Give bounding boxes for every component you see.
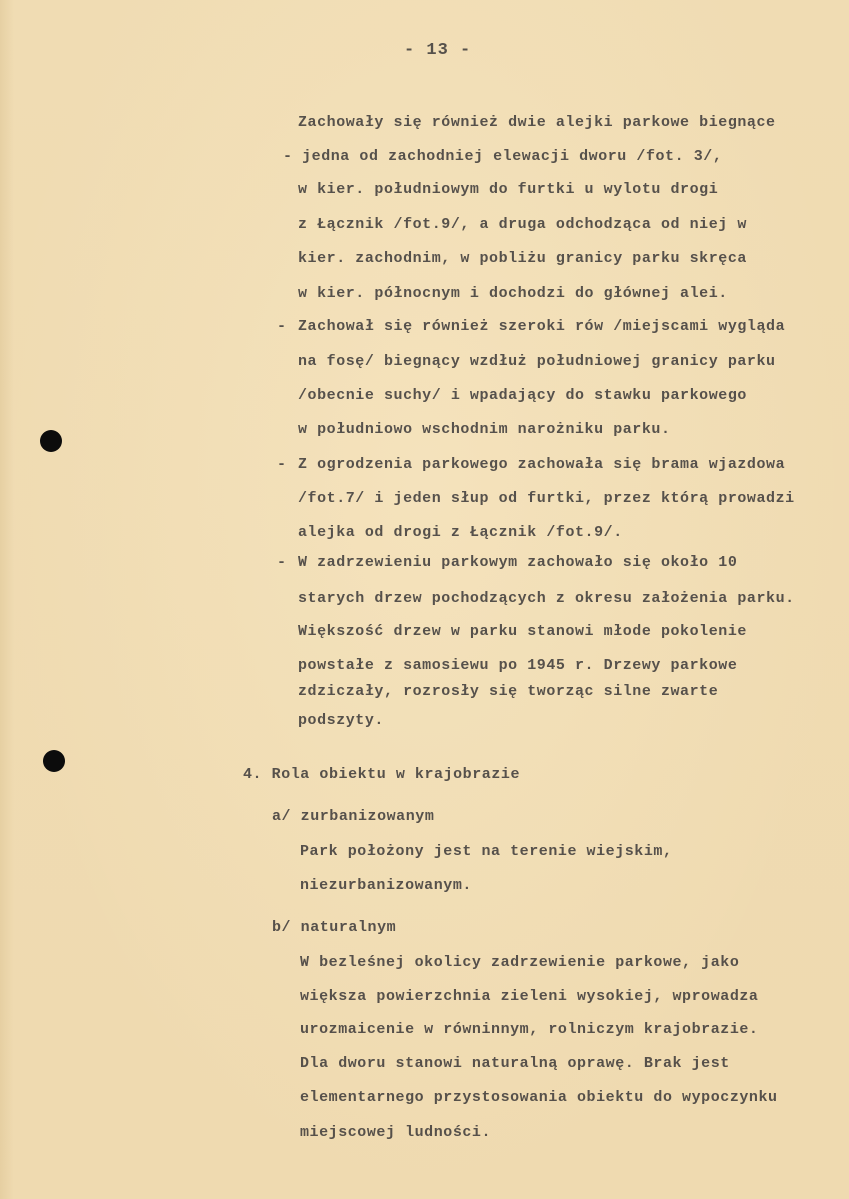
bullet-line: na fosę/ biegnący wzdłuż południowej granicy parku (298, 353, 776, 370)
bullet-line: w południowo wschodnim narożniku parku. (298, 421, 671, 438)
paragraph-line: - jedna od zachodniej elewacji dworu /fot. 3/, (283, 148, 723, 165)
bullet-line: /obecnie suchy/ i wpadający do stawku parkowego (298, 387, 747, 404)
page-number: - 13 - (404, 41, 472, 60)
bullet-line: podszyty. (298, 712, 384, 729)
bullet-line: starych drzew pochodzących z okresu założenia parku. (298, 590, 795, 607)
subsection-line: Park położony jest na terenie wiejskim, (300, 843, 673, 860)
subsection-line: elementarnego przystosowania obiektu do wypoczynku (300, 1089, 778, 1106)
bullet-line: Z ogrodzenia parkowego zachowała się brama wjazdowa (298, 456, 786, 473)
paragraph-line: w kier. północnym i dochodzi do głównej alei. (298, 285, 728, 302)
subsection-line: niezurbanizowanym. (300, 877, 472, 894)
subsection-label-a: a/ zurbanizowanym (272, 808, 435, 825)
bullet-line: W zadrzewieniu parkowym zachowało się około 10 (298, 554, 738, 571)
subsection-line: urozmaicenie w równinnym, rolniczym krajobrazie. (300, 1021, 759, 1038)
paragraph-line: z Łącznik /fot.9/, a druga odchodząca od niej w (298, 216, 747, 233)
subsection-label-b: b/ naturalnym (272, 919, 397, 936)
section-heading: 4. Rola obiektu w krajobrazie (243, 766, 520, 783)
bullet-line: /fot.7/ i jeden słup od furtki, przez którą prowadzi (298, 490, 795, 507)
paragraph-line: Zachowały się również dwie alejki parkowe biegnące (298, 114, 776, 131)
binder-hole-top (40, 430, 62, 452)
bullet-dash: - (277, 554, 287, 571)
subsection-line: Dla dworu stanowi naturalną oprawę. Brak jest (300, 1055, 730, 1072)
paragraph-line: kier. zachodnim, w pobliżu granicy parku skręca (298, 250, 747, 267)
bullet-line: Większość drzew w parku stanowi młode pokolenie (298, 623, 747, 640)
subsection-line: miejscowej ludności. (300, 1124, 492, 1141)
bullet-line: alejka od drogi z Łącznik /fot.9/. (298, 524, 623, 541)
subsection-line: W bezleśnej okolicy zadrzewienie parkowe, jako (300, 954, 740, 971)
paragraph-line: w kier. południowym do furtki u wylotu drogi (298, 181, 719, 198)
subsection-line: większa powierzchnia zieleni wysokiej, wprowadza (300, 988, 759, 1005)
binder-hole-bottom (43, 750, 65, 772)
bullet-line: Zachował się również szeroki rów /miejscami wygląda (298, 318, 786, 335)
bullet-dash: - (277, 318, 287, 335)
bullet-dash: - (277, 456, 287, 473)
bullet-line: powstałe z samosiewu po 1945 r. Drzewy parkowe (298, 657, 738, 674)
bullet-line: zdziczały, rozrosły się tworząc silne zwarte (298, 683, 719, 700)
